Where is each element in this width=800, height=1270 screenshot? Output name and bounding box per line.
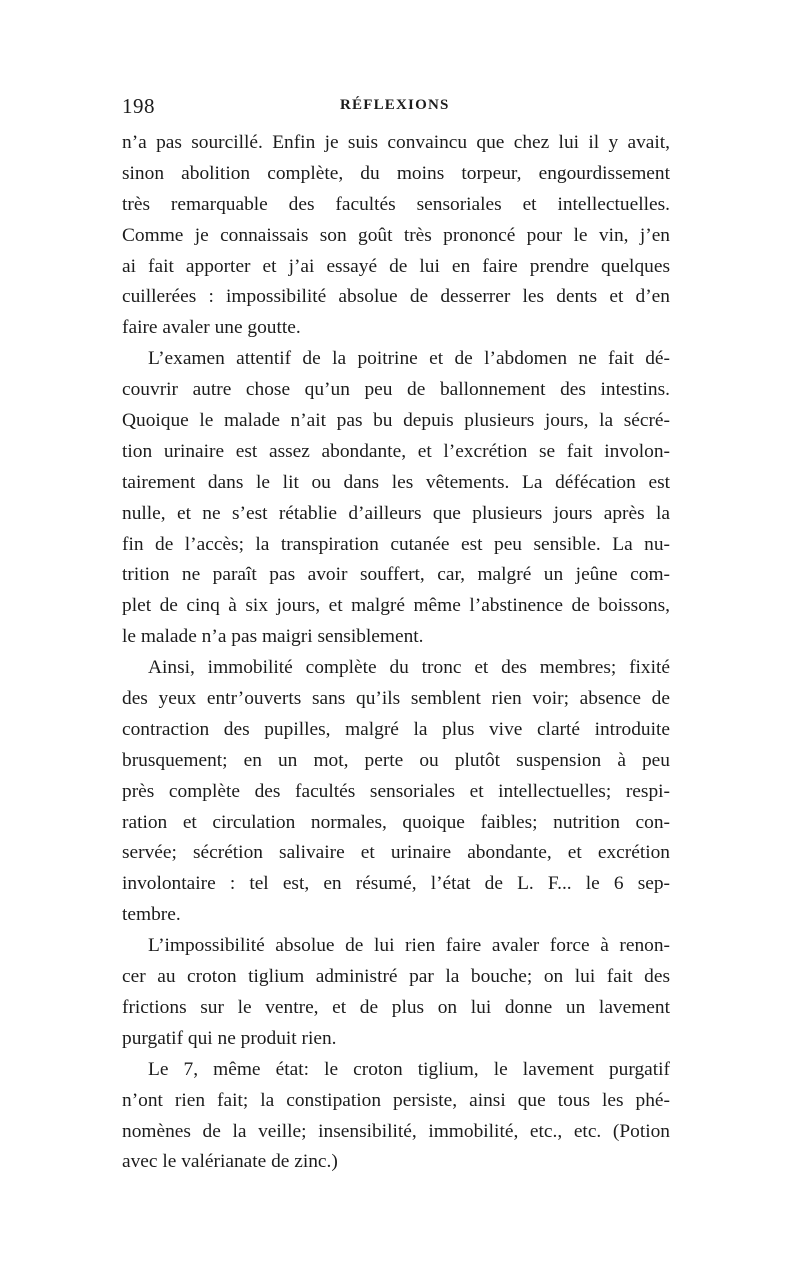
text-line: le malade n’a pas maigri sensiblement. [122, 626, 424, 648]
text-line: purgatif qui ne produit rien. [122, 1027, 337, 1049]
text-line: L’impossibilité absolue de lui rien faire avaler force à renon- [148, 935, 670, 957]
text-line: des yeux entr’ouverts sans qu’ils semblent rien voir; absence de [122, 688, 670, 710]
paragraph-4 [122, 931, 670, 1055]
text-line: Le 7, même état: le croton tiglium, le lavement purgatif [148, 1058, 670, 1080]
text-line: n’ont rien fait; la constipation persiste, ainsi que tous les phé- [122, 1089, 670, 1111]
text-line: Comme je connaissais son goût très prononcé pour le vin, j’en [122, 224, 670, 246]
page-number: 198 [122, 94, 155, 118]
text-line: trition ne paraît pas avoir souffert, car, malgré un jeûne com- [122, 564, 670, 586]
paragraph-5 [122, 1055, 670, 1179]
text-line: ration et circulation normales, quoique faibles; nutrition con- [122, 811, 670, 833]
text-line: ai fait apporter et j’ai essayé de lui en faire prendre quelques [122, 255, 670, 277]
text-line: cer au croton tiglium administré par la bouche; on lui fait des [122, 966, 670, 988]
text-line: très remarquable des facultés sensoriales et intellectuelles. [122, 193, 670, 215]
text-line: faire avaler une goutte. [122, 317, 301, 339]
text-line: fin de l’accès; la transpiration cutanée est peu sensible. La nu- [122, 533, 670, 555]
text-line: couvrir autre chose qu’un peu de ballonnement des intestins. [122, 379, 670, 401]
text-line: près complète des facultés sensoriales et intellectuelles; respi- [122, 780, 670, 802]
text-line: Ainsi, immobilité complète du tronc et des membres; fixité [148, 657, 670, 679]
text-line: servée; sécrétion salivaire et urinaire abondante, et excrétion [122, 842, 670, 864]
text-line: tion urinaire est assez abondante, et l’excrétion se fait involon- [122, 440, 670, 462]
text-line: tembre. [122, 904, 181, 926]
text-line: plet de cinq à six jours, et malgré même l’abstinence de boissons, [122, 595, 670, 617]
text-line: nomènes de la veille; insensibilité, immobilité, etc., etc. (Potion [122, 1120, 670, 1142]
text-line: frictions sur le ventre, et de plus on lui donne un lavement [122, 996, 670, 1018]
paragraph-2 [122, 344, 670, 653]
text-body [122, 128, 670, 1178]
text-line: brusquement; en un mot, perte ou plutôt suspension à peu [122, 749, 670, 771]
text-line: sinon abolition complète, du moins torpeur, engourdissement [122, 162, 670, 184]
running-title: RÉFLEXIONS [340, 97, 450, 113]
text-line: Quoique le malade n’ait pas bu depuis plusieurs jours, la sécré- [122, 410, 670, 432]
paragraph-1 [122, 128, 670, 344]
text-line: nulle, et ne s’est rétablie d’ailleurs que plusieurs jours après la [122, 502, 670, 524]
text-line: n’a pas sourcillé. Enfin je suis convaincu que chez lui il y avait, [122, 132, 670, 153]
text-line: L’examen attentif de la poitrine et de l’abdomen ne fait dé- [148, 348, 670, 370]
text-line: avec le valérianate de zinc.) [122, 1151, 338, 1173]
text-line: involontaire : tel est, en résumé, l’état de L. F... le 6 sep- [122, 873, 670, 895]
paragraph-3 [122, 653, 670, 931]
text-line: tairement dans le lit ou dans les vêtements. La défécation est [122, 471, 670, 493]
text-line: cuillerées : impossibilité absolue de desserrer les dents et d’en [122, 286, 670, 308]
running-head [122, 94, 670, 122]
text-line: contraction des pupilles, malgré la plus vive clarté introduite [122, 718, 670, 740]
